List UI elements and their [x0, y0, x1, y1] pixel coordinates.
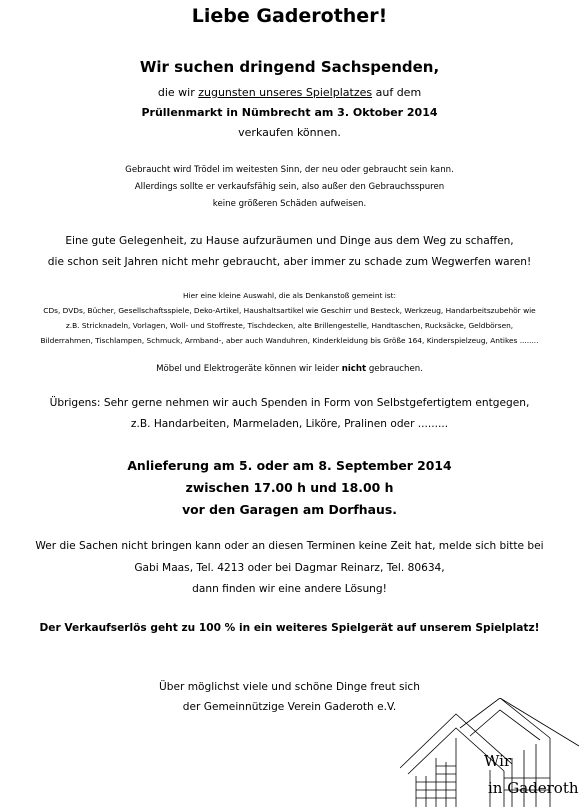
headline: Wir suchen dringend Sachspenden, [139, 58, 440, 76]
page-title: Liebe Gaderother! [191, 5, 388, 27]
opportunity-line-1: Eine gute Gelegenheit, zu Hause aufzuräumen und Dinge aus dem Weg zu schaffen, [65, 235, 514, 247]
selection-line-1: CDs, DVDs, Bücher, Gesellschaftsspiele, Deko-Artikel, Haushaltsartikel wie Geschirr und Besteck, Werkzeug, Handarbeitszubehör wie [43, 306, 536, 315]
used-info-line-3: keine größeren Schäden aufweisen. [212, 199, 367, 209]
contact-line-3: dann finden wir eine andere Lösung! [192, 583, 387, 595]
intro-line-2: Prüllenmarkt in Nümbrecht am 3. Oktober 2014 [141, 106, 438, 119]
contact-line-2: Gabi Maas, Tel. 4213 oder bei Dagmar Reinarz, Tel. 80634, [134, 562, 445, 574]
used-info-line-2: Allerdings sollte er verkaufsfähig sein, also außer den Gebrauchsspuren [134, 182, 445, 192]
delivery-line-2: zwischen 17.00 h und 18.00 h [185, 480, 394, 495]
used-info-line-1: Gebraucht wird Trödel im weitesten Sinn, der neu oder gebraucht sein kann. [125, 165, 454, 175]
closing-line-2: der Gemeinnützige Verein Gaderoth e.V. [182, 701, 397, 713]
logo-text-line-1: Wir [484, 752, 512, 770]
logo-text-line-2: in Gaderoth [488, 779, 579, 797]
handmade-line-2: z.B. Handarbeiten, Marmeladen, Liköre, Pralinen oder ......... [130, 418, 449, 430]
selection-line-3: Bilderrahmen, Tischlampen, Schmuck, Armband-, aber auch Wanduhren, Kinderkleidung bis Größe 164, Kinderspielzeug, Antikes ........ [40, 336, 539, 345]
closing-line-1: Über möglichst viele und schöne Dinge freut sich [159, 681, 420, 693]
furniture-note: Möbel und Elektrogeräte können wir leider nicht gebrauchen. [156, 364, 423, 374]
delivery-line-3: vor den Garagen am Dorfhaus. [182, 502, 397, 517]
intro-underlined: zugunsten unseres Spielplatzes [198, 86, 373, 99]
contact-line-1: Wer die Sachen nicht bringen kann oder an diesen Terminen keine Zeit hat, melde sich bitte bei [35, 540, 544, 552]
intro-line-1: die wir zugunsten unseres Spielplatzes auf dem [157, 86, 422, 99]
delivery-line-1: Anlieferung am 5. oder am 8. September 2014 [127, 458, 452, 473]
opportunity-line-2: die schon seit Jahren nicht mehr gebraucht, aber immer zu schade zum Wegwerfen waren! [47, 256, 532, 268]
intro-line-3: verkaufen können. [238, 126, 341, 139]
handmade-line-1: Übrigens: Sehr gerne nehmen wir auch Spenden in Form von Selbstgefertigtem entgegen, [49, 397, 530, 409]
proceeds-note: Der Verkaufserlös geht zu 100 % in ein weiteres Spielgerät auf unserem Spielplatz! [39, 622, 540, 634]
selection-line-2: z.B. Stricknadeln, Vorlagen, Woll- und Stoffreste, Tischdecken, alte Brillengestelle, Handtaschen, Rucksäcke, Geldbörsen, [65, 321, 514, 330]
selection-intro: Hier eine kleine Auswahl, die als Denkanstoß gemeint ist: [182, 291, 397, 300]
